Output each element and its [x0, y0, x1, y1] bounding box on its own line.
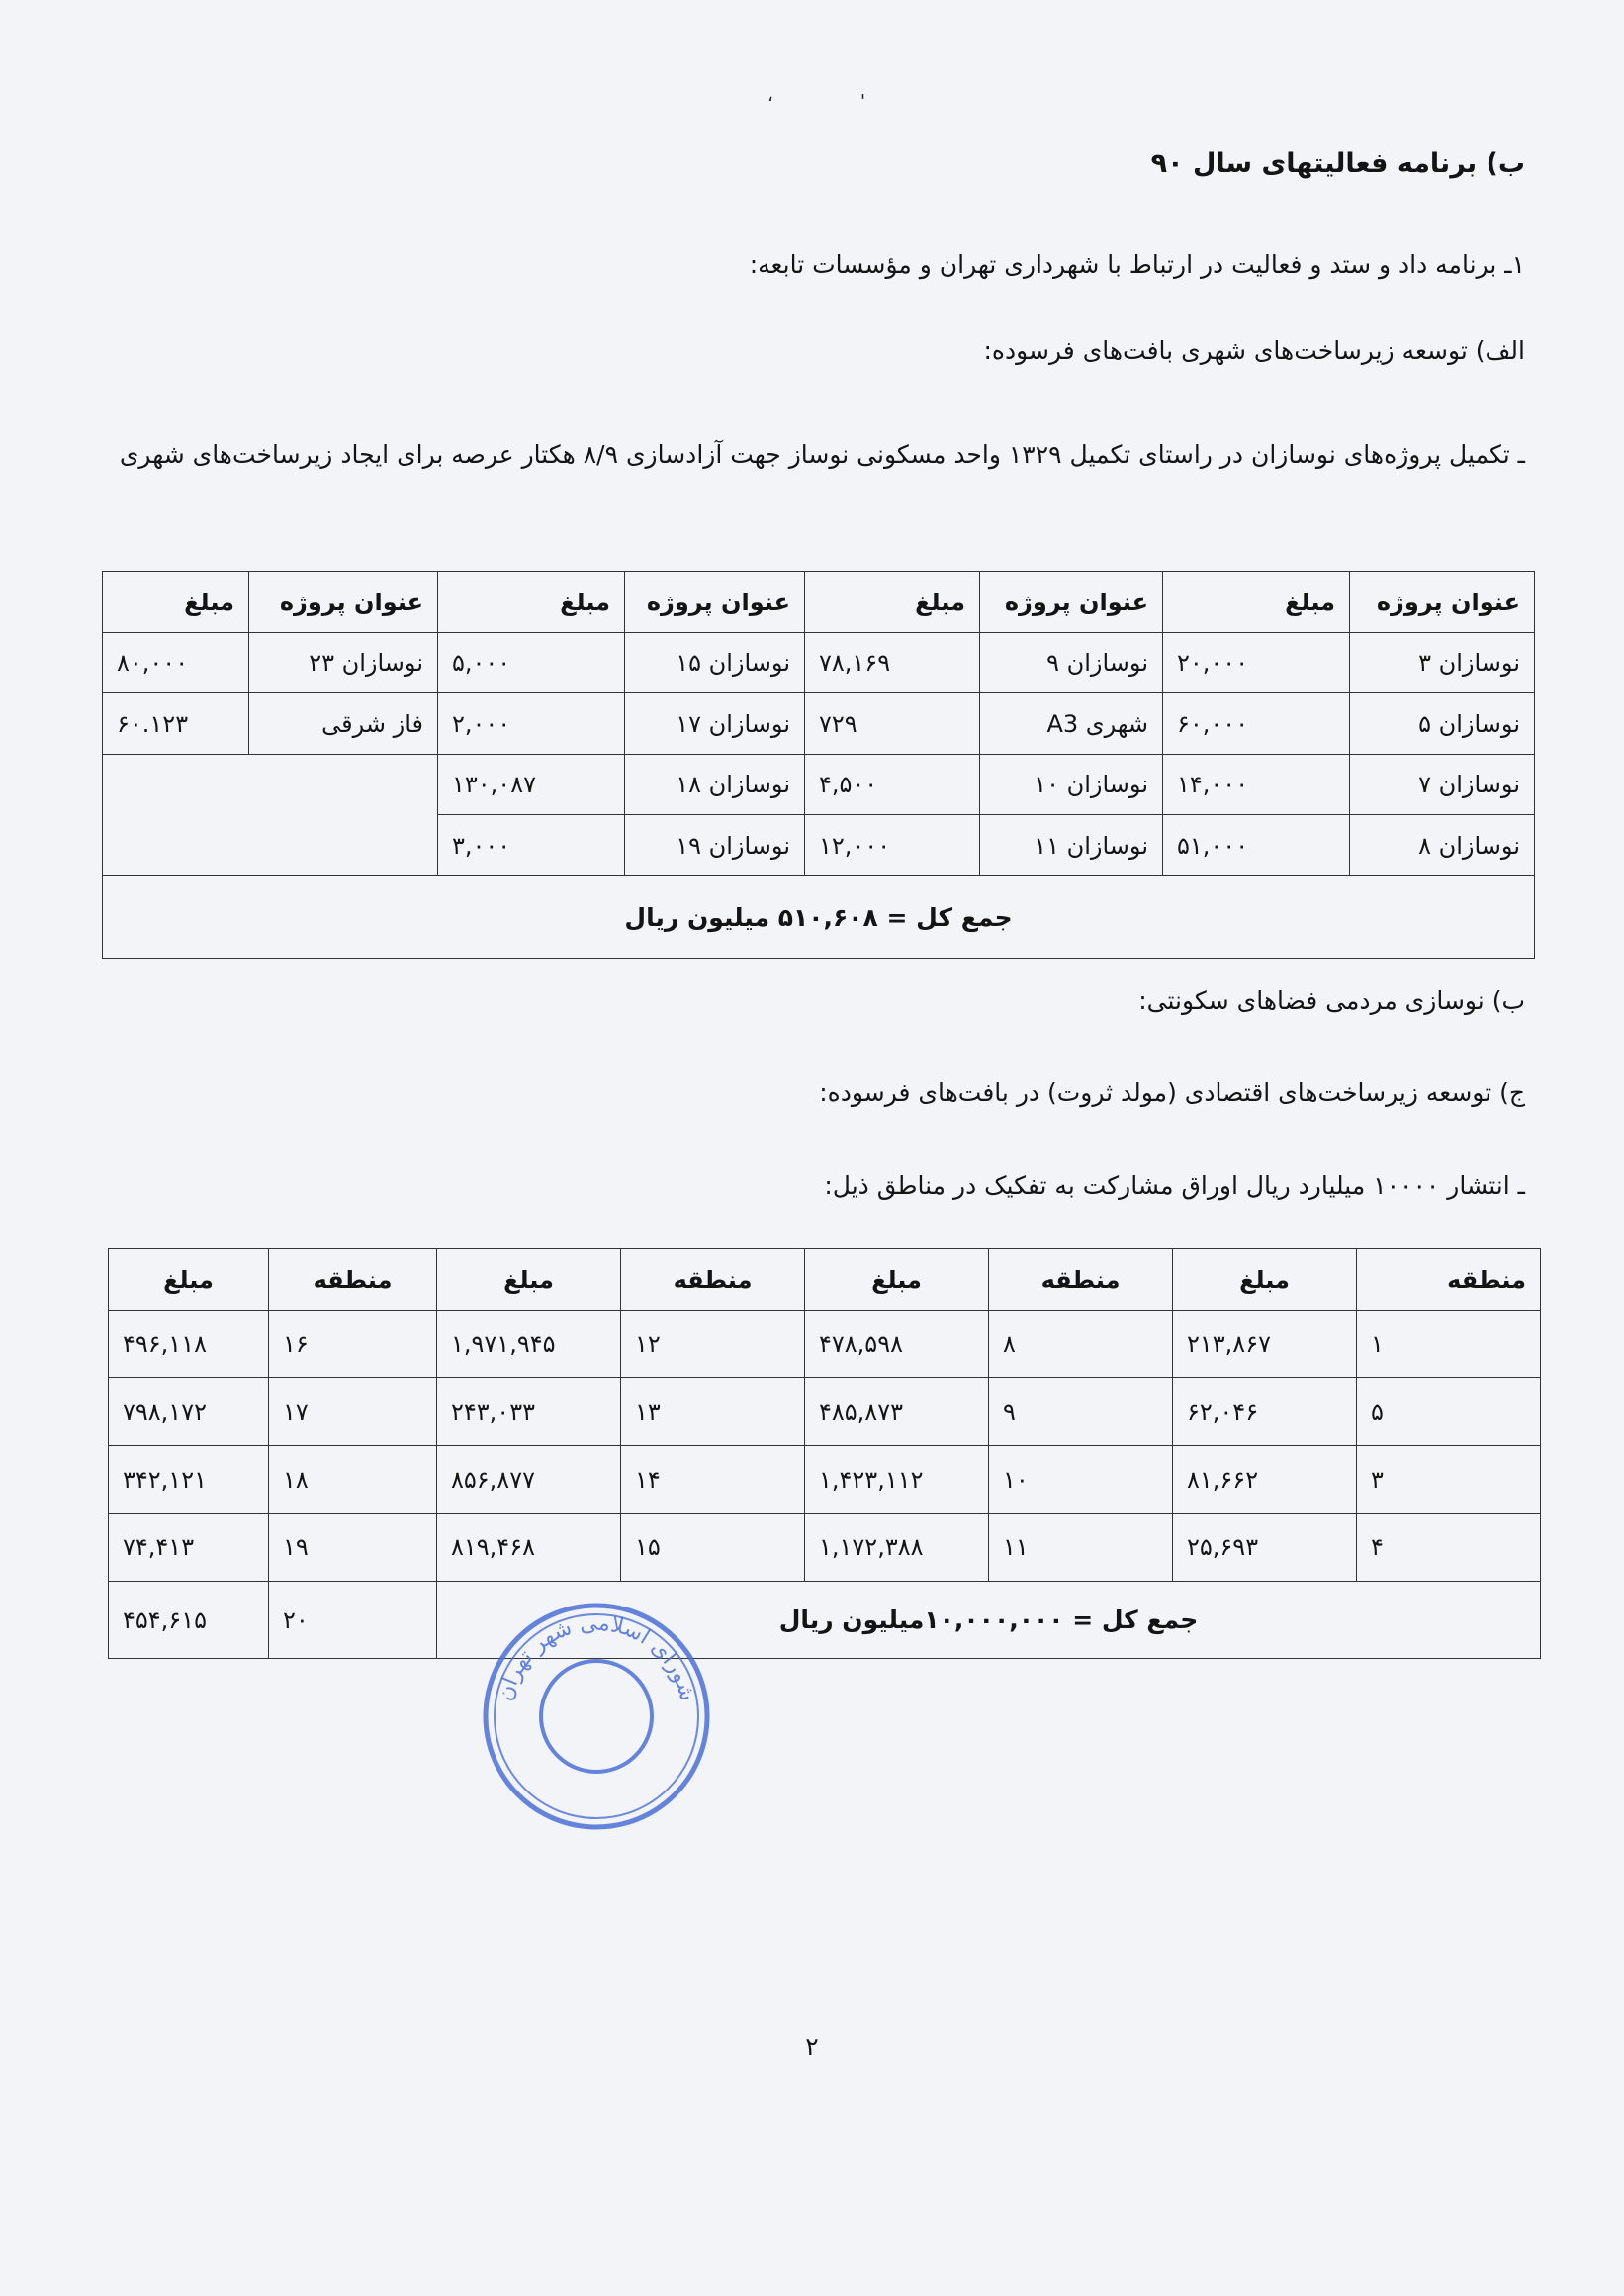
empty-cell [103, 755, 438, 876]
region-number: ۱۲ [621, 1311, 805, 1378]
item-1-text: ۱ـ برنامه داد و ستد و فعالیت در ارتباط با شهرداری تهران و مؤسسات تابعه: [749, 250, 1525, 279]
region-number: ۱۱ [989, 1514, 1173, 1582]
header-amount: مبلغ [1173, 1249, 1357, 1311]
header-amount: مبلغ [109, 1249, 269, 1311]
projects-total-row [103, 876, 1535, 959]
project-title: نوسازان ۱۵ [625, 633, 805, 693]
project-amount: ۲۰,۰۰۰ [1163, 633, 1350, 693]
regions-table-header-row [109, 1249, 1541, 1311]
project-title: نوسازان ۱۱ [980, 815, 1163, 876]
region-amount: ۲۴۳,۰۳۳ [437, 1378, 621, 1446]
project-amount: ۲,۰۰۰ [438, 693, 625, 755]
table-row [103, 693, 1535, 755]
region-amount: ۲۵,۶۹۳ [1173, 1514, 1357, 1582]
region-amount: ۴۸۵,۸۷۳ [805, 1378, 989, 1446]
header-project-title: عنوان پروژه [625, 572, 805, 633]
region-amount: ۳۴۲,۱۲۱ [109, 1446, 269, 1514]
header-amount: مبلغ [438, 572, 625, 633]
region-number: ۱۴ [621, 1446, 805, 1514]
project-amount: ۶۰,۰۰۰ [1163, 693, 1350, 755]
project-amount: ۷۸,۱۶۹ [805, 633, 980, 693]
header-region: منطقه [269, 1249, 437, 1311]
project-amount: ۵,۰۰۰ [438, 633, 625, 693]
region-number: ۱۳ [621, 1378, 805, 1446]
bonds-item: ـ انتشار ۱۰۰۰۰ میلیارد ریال اوراق مشارکت به تفکیک در مناطق ذیل: [824, 1171, 1525, 1200]
region-number: ۵ [1357, 1378, 1541, 1446]
project-title: نوسازان ۸ [1350, 815, 1535, 876]
project-amount: ۱۲,۰۰۰ [805, 815, 980, 876]
stamp-text: شورای اسلامی شهر تهران [493, 1610, 700, 1704]
projects-table [102, 571, 1535, 959]
region-amount: ۶۲,۰۴۶ [1173, 1378, 1357, 1446]
project-amount: ۶۰.۱۲۳ [103, 693, 249, 755]
project-title: نوسازان ۱۷ [625, 693, 805, 755]
region-number: ۱۸ [269, 1446, 437, 1514]
projects-table-header-row [103, 572, 1535, 633]
header-region: منطقه [1357, 1249, 1541, 1311]
project-title: نوسازان ۵ [1350, 693, 1535, 755]
projects-total: جمع کل = ۵۱۰,۶۰۸ میلیون ریال [103, 876, 1535, 959]
region-number: ۲۰ [269, 1582, 437, 1659]
header-project-title: عنوان پروژه [980, 572, 1163, 633]
subsection-jim: ج) توسعه زیرساخت‌های اقتصادی (مولد ثروت) در بافت‌های فرسوده: [819, 1078, 1525, 1107]
region-number: ۴ [1357, 1514, 1541, 1582]
table-row [109, 1446, 1541, 1514]
region-amount: ۸۱۹,۴۶۸ [437, 1514, 621, 1582]
region-number: ۱ [1357, 1311, 1541, 1378]
region-amount: ۴۵۴,۶۱۵ [109, 1582, 269, 1659]
subsection-be: ب) نوسازی مردمی فضاهای سکونتی: [1138, 986, 1525, 1015]
project-title: نوسازان ۲۳ [249, 633, 438, 693]
project-title: نوسازان ۳ [1350, 633, 1535, 693]
council-stamp [481, 1601, 712, 1832]
header-amount: مبلغ [103, 572, 249, 633]
header-amount: مبلغ [437, 1249, 621, 1311]
regions-total-row [109, 1582, 1541, 1659]
region-number: ۱۰ [989, 1446, 1173, 1514]
subsection-alef: الف) توسعه زیرساخت‌های شهری بافت‌های فرسوده: [983, 336, 1525, 365]
region-number: ۸ [989, 1311, 1173, 1378]
project-amount: ۴,۵۰۰ [805, 755, 980, 815]
project-title: نوسازان ۱۹ [625, 815, 805, 876]
region-amount: ۱,۴۲۳,۱۱۲ [805, 1446, 989, 1514]
region-amount: ۷۹۸,۱۷۲ [109, 1378, 269, 1446]
region-amount: ۱,۱۷۲,۳۸۸ [805, 1514, 989, 1582]
project-amount: ۸۰,۰۰۰ [103, 633, 249, 693]
project-title: نوسازان ۷ [1350, 755, 1535, 815]
table-row [109, 1514, 1541, 1582]
region-number: ۱۷ [269, 1378, 437, 1446]
region-amount: ۷۴,۴۱۳ [109, 1514, 269, 1582]
region-number: ۱۹ [269, 1514, 437, 1582]
table-row [103, 755, 1535, 815]
svg-text:شورای اسلامی شهر تهران [493, 1611, 699, 1704]
top-mark-1: ، [767, 85, 773, 106]
project-title: نوسازان ۱۰ [980, 755, 1163, 815]
region-amount: ۱,۹۷۱,۹۴۵ [437, 1311, 621, 1378]
region-amount: ۸۵۶,۸۷۷ [437, 1446, 621, 1514]
page-number: ۲ [805, 2032, 819, 2061]
header-amount: مبلغ [1163, 572, 1350, 633]
header-amount: مبلغ [805, 572, 980, 633]
region-amount: ۲۱۳,۸۶۷ [1173, 1311, 1357, 1378]
project-amount: ۵۱,۰۰۰ [1163, 815, 1350, 876]
region-amount: ۴۹۶,۱۱۸ [109, 1311, 269, 1378]
section-title: ب) برنامه فعالیتهای سال ۹۰ [1150, 148, 1525, 179]
project-amount: ۱۳۰,۰۸۷ [438, 755, 625, 815]
table-row [109, 1378, 1541, 1446]
header-region: منطقه [621, 1249, 805, 1311]
regions-total: جمع کل = ۱۰,۰۰۰,۰۰۰میلیون ریال [437, 1582, 1541, 1659]
project-title: فاز شرقی [249, 693, 438, 755]
project-title: نوسازان ۱۸ [625, 755, 805, 815]
region-number: ۱۶ [269, 1311, 437, 1378]
top-mark-2: ' [860, 91, 865, 112]
project-title: نوسازان ۹ [980, 633, 1163, 693]
project-amount: ۷۲۹ [805, 693, 980, 755]
header-project-title: عنوان پروژه [1350, 572, 1535, 633]
table-row [109, 1311, 1541, 1378]
project-amount: ۳,۰۰۰ [438, 815, 625, 876]
table-row [103, 633, 1535, 693]
region-number: ۱۵ [621, 1514, 805, 1582]
project-title: شهری A3 [980, 693, 1163, 755]
header-amount: مبلغ [805, 1249, 989, 1311]
region-number: ۹ [989, 1378, 1173, 1446]
paragraph-nosazan: ـ تکمیل پروژه‌های نوسازان در راستای تکمیل ۱۳۲۹ واحد مسکونی نوساز جهت آزادسازی ۸/۹ هکتار عرصه برای ایجاد زیرساخت‌های شهری [119, 440, 1525, 469]
region-number: ۳ [1357, 1446, 1541, 1514]
region-amount: ۴۷۸,۵۹۸ [805, 1311, 989, 1378]
project-amount: ۱۴,۰۰۰ [1163, 755, 1350, 815]
regions-table [108, 1248, 1541, 1659]
header-project-title: عنوان پروژه [249, 572, 438, 633]
header-region: منطقه [989, 1249, 1173, 1311]
region-amount: ۸۱,۶۶۲ [1173, 1446, 1357, 1514]
